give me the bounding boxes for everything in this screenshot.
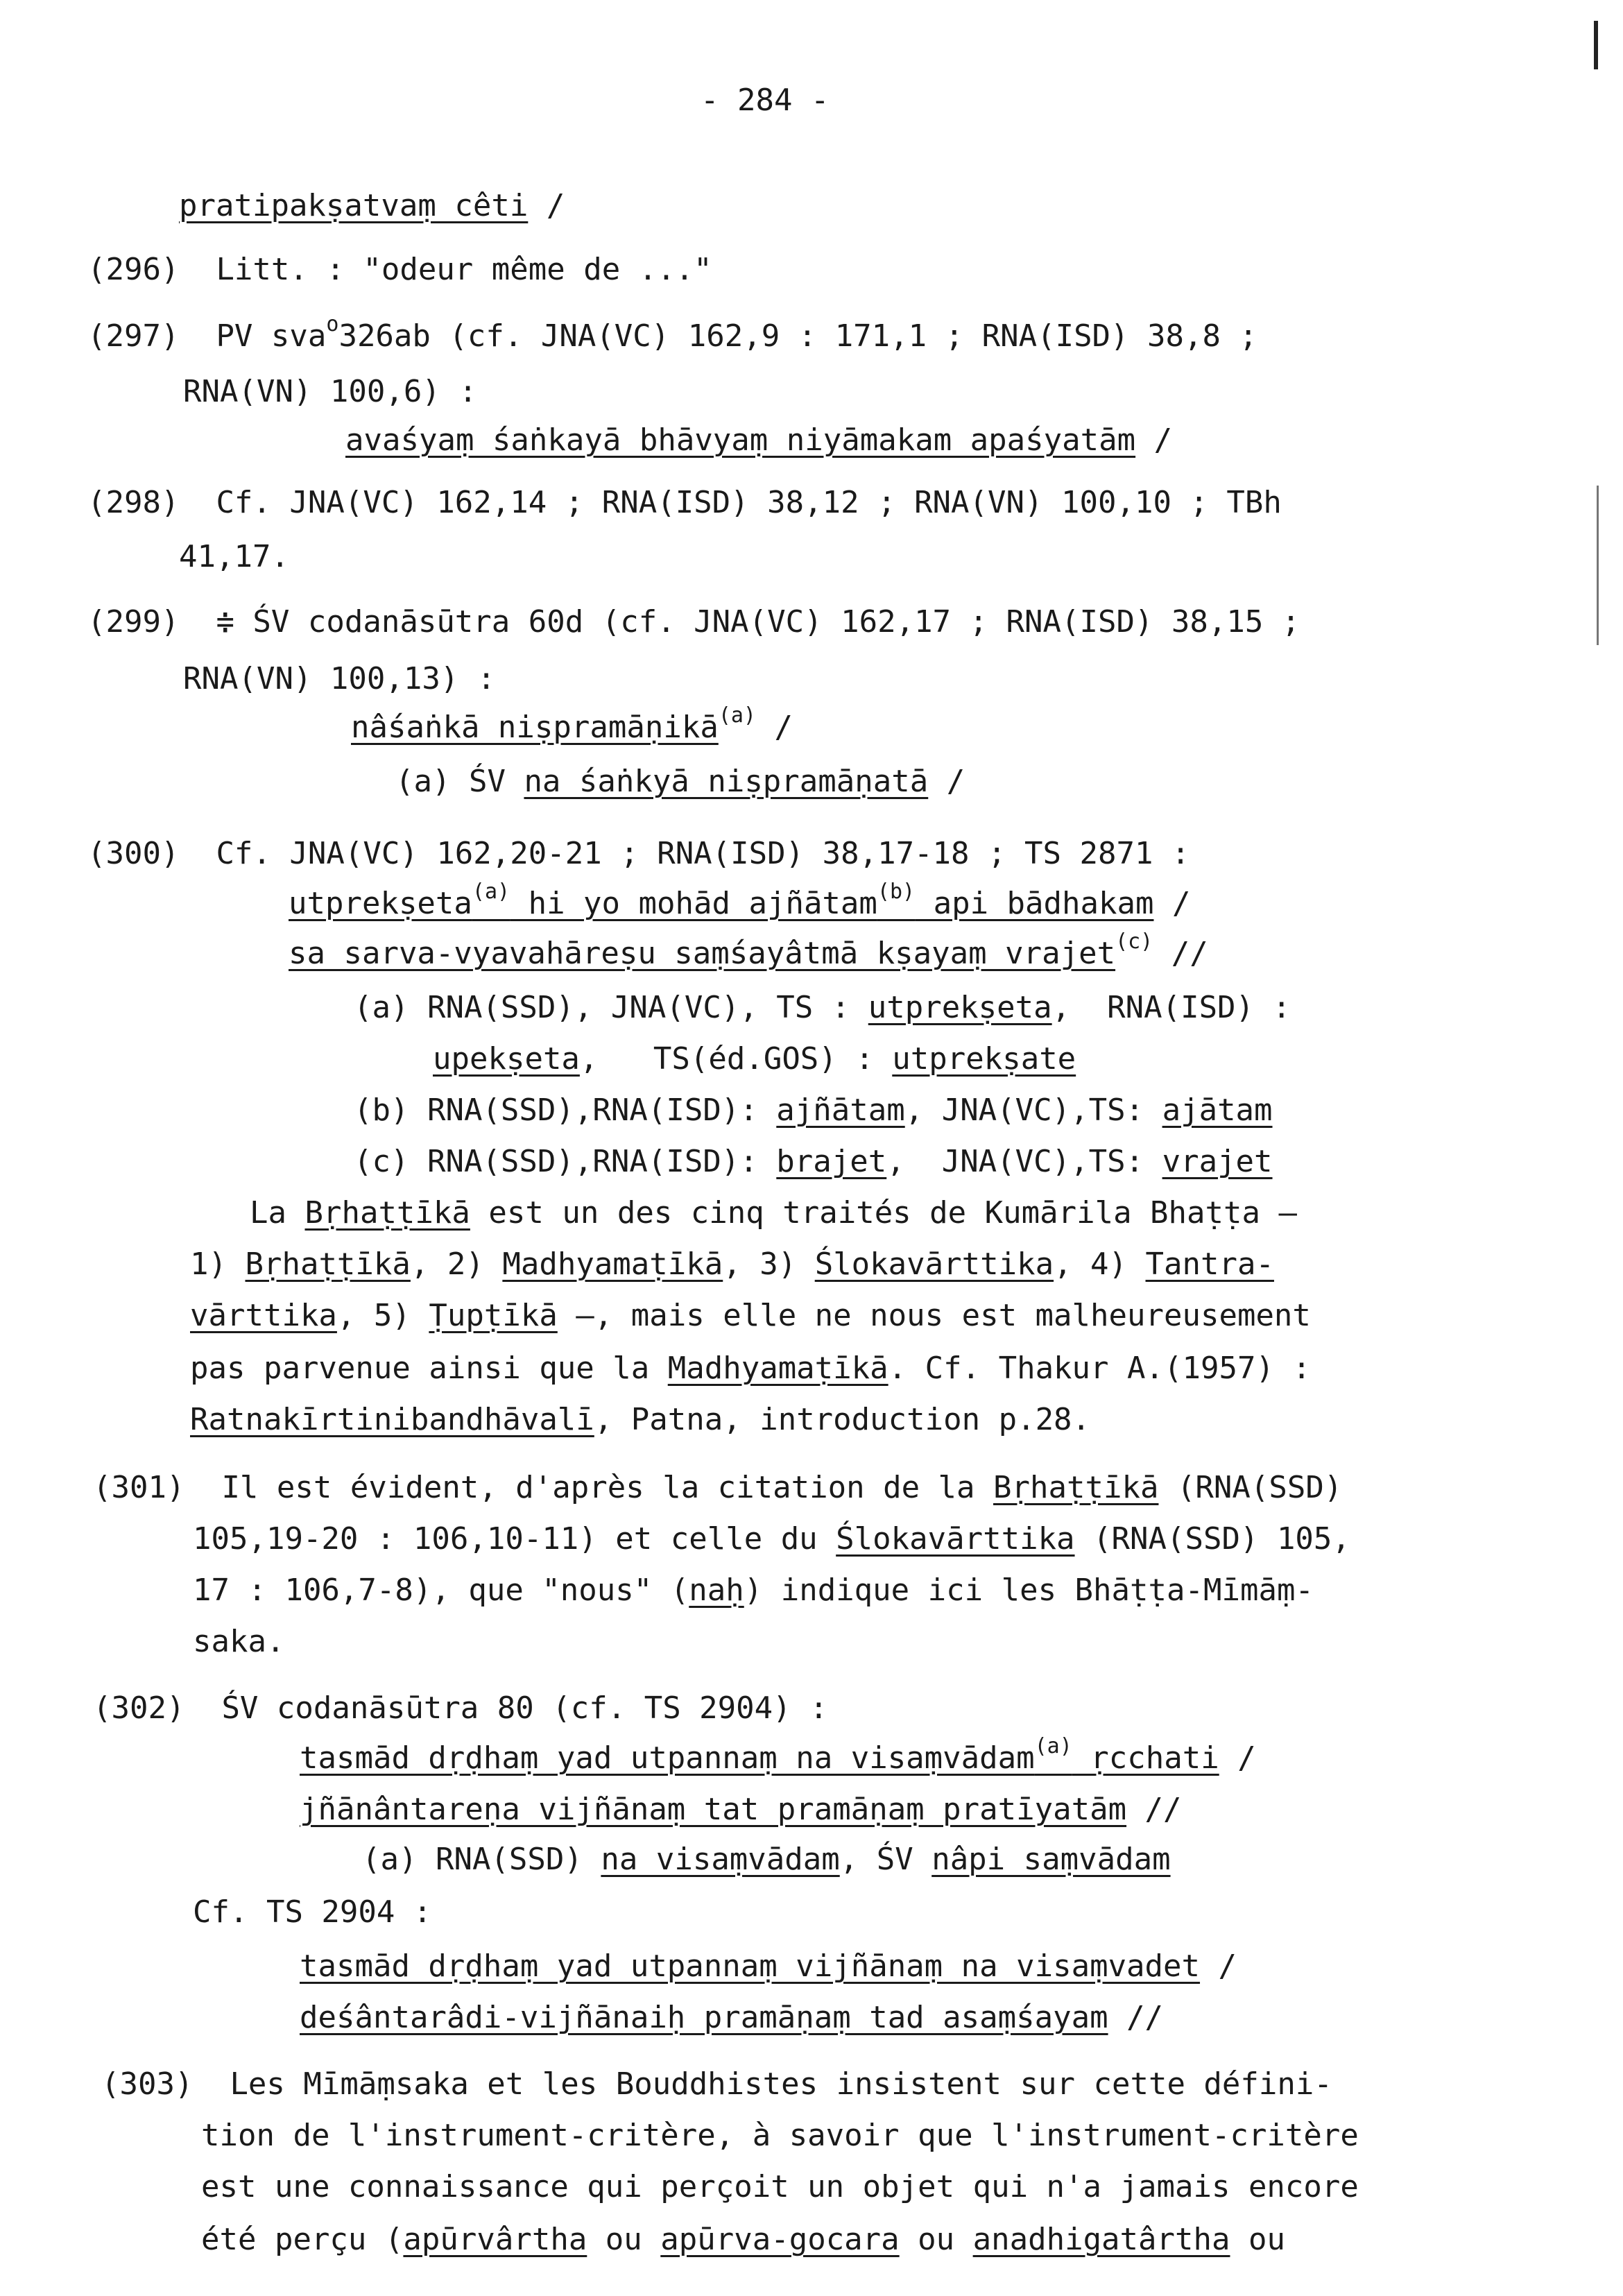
note-297-line1: (297) PV sva$^o$326ab (cf. JNA(VC) 162,9 : 171,1 ; RNA(ISD) 38,8 ; [87, 312, 1257, 354]
scan-edge-line [1597, 486, 1599, 645]
note-number: (298) [87, 485, 180, 520]
note-297-quote: avaśyaṃ śaṅkayā bhāvyaṃ niyāmakam apaśyatām / [345, 422, 1173, 458]
note-number: (300) [87, 836, 180, 871]
note-300-variant-b: (b) RNA(SSD),RNA(ISD): ajñātam, JNA(VC),TS: ajātam [354, 1093, 1273, 1128]
note-301-line1: (301) Il est évident, d'après la citation de la Bṛhaṭṭīkā (RNA(SSD) [93, 1470, 1343, 1505]
note-300-paragraph-3: vārttika, 5) Ṭupṭīkā —, mais elle ne nous est malheureusement [190, 1298, 1311, 1333]
note-300-line1: (300) Cf. JNA(VC) 162,20-21 ; RNA(ISD) 38,17-18 ; TS 2871 : [87, 836, 1190, 871]
note-300-paragraph-2: 1) Bṛhaṭṭīkā, 2) Madhyamaṭīkā, 3) Ślokavārttika, 4) Tantra- [190, 1246, 1274, 1282]
note-299-quote: nâśaṅkā niṣpramāṇikā$^{(a)}$ / [351, 703, 793, 745]
note-302-quote4: deśântarâdi-vijñānaiḥ pramāṇaṃ tad asaṃśayam // [300, 2000, 1164, 2035]
note-301-line4: saka. [193, 1624, 285, 1659]
note-number: (301) [93, 1470, 185, 1505]
note-302-variant-a: (a) RNA(SSD) na visaṃvādam, ŚV nâpi saṃvādam [362, 1842, 1171, 1877]
note-300-variant-a: (a) RNA(SSD), JNA(VC), TS : utprekṣeta, RNA(ISD) : [354, 990, 1291, 1025]
note-295-continuation: pratipakṣatvaṃ cêti / [179, 188, 565, 223]
note-302-quote3: tasmād dṛḍhaṃ yad utpannaṃ vijñānaṃ na visaṃvadet / [300, 1948, 1237, 1984]
note-300-quote1: utprekṣeta$^{(a)}$ hi yo mohād ajñātam$^{(b)}$ api bādhakam / [289, 880, 1191, 921]
note-302-line1: (302) ŚV codanāsūtra 80 (cf. TS 2904) : [93, 1690, 828, 1726]
note-302-quote2: jñānântareṇa vijñānaṃ tat pramāṇaṃ pratīyatām // [300, 1792, 1182, 1827]
note-302-quote1: tasmād dṛḍhaṃ yad utpannaṃ na visaṃvādam$^{(a)}$ ṛcchati / [300, 1734, 1256, 1776]
note-298-line1: (298) Cf. JNA(VC) 162,14 ; RNA(ISD) 38,12 ; RNA(VN) 100,10 ; TBh [87, 485, 1282, 520]
note-303-line2: tion de l'instrument-critère, à savoir que l'instrument-critère [201, 2118, 1359, 2153]
note-296: (296) Litt. : "odeur même de ..." [87, 252, 712, 287]
note-301-line3: 17 : 106,7-8), que "nous" (naḥ) indique ici les Bhāṭṭa-Mīmāṃ- [193, 1573, 1314, 1608]
note-300-paragraph-5: Ratnakīrtinibandhāvalī, Patna, introduction p.28. [190, 1402, 1091, 1437]
note-299-line1: (299) ≑ ŚV codanāsūtra 60d (cf. JNA(VC) 162,17 ; RNA(ISD) 38,15 ; [87, 604, 1300, 640]
note-298-line2: 41,17. [179, 539, 289, 574]
note-301-line2: 105,19-20 : 106,10-11) et celle du Ślokavārttika (RNA(SSD) 105, [193, 1521, 1350, 1557]
note-300-variant-c: (c) RNA(SSD),RNA(ISD): brajet, JNA(VC),TS: vrajet [354, 1144, 1273, 1179]
scan-edge-mark [1594, 21, 1598, 69]
note-number: (296) [87, 252, 180, 287]
note-297-line2: RNA(VN) 100,6) : [183, 374, 477, 409]
note-303-line4: été perçu (apūrvârtha ou apūrva-gocara ou anadhigatârtha ou [201, 2222, 1285, 2257]
note-number: (297) [87, 318, 180, 354]
note-303-line3: est une connaissance qui perçoit un objet qui n'a jamais encore [201, 2169, 1359, 2204]
note-number: (303) [101, 2066, 194, 2102]
note-300-paragraph-4: pas parvenue ainsi que la Madhyamaṭīkā. Cf. Thakur A.(1957) : [190, 1351, 1311, 1386]
note-299-line2: RNA(VN) 100,13) : [183, 661, 496, 696]
page-number: - 284 - [701, 83, 830, 118]
note-300-paragraph-1: La Bṛhaṭṭīkā est un des cinq traités de Kumārila Bhaṭṭa — [250, 1195, 1297, 1231]
note-number: (302) [93, 1690, 185, 1726]
note-300-variant-a2: upekṣeta, TS(éd.GOS) : utprekṣate [433, 1041, 1076, 1077]
note-number: (299) [87, 604, 180, 640]
note-302-cf: Cf. TS 2904 : [193, 1894, 432, 1930]
note-299-variant-a: (a) ŚV na śaṅkyā niṣpramāṇatā / [395, 764, 965, 799]
note-303-line1: (303) Les Mīmāṃsaka et les Bouddhistes insistent sur cette défini- [101, 2066, 1332, 2102]
note-300-quote2: sa sarva-vyavahāreṣu saṃśayâtmā kṣayaṃ vrajet$^{(c)}$ // [289, 929, 1208, 971]
